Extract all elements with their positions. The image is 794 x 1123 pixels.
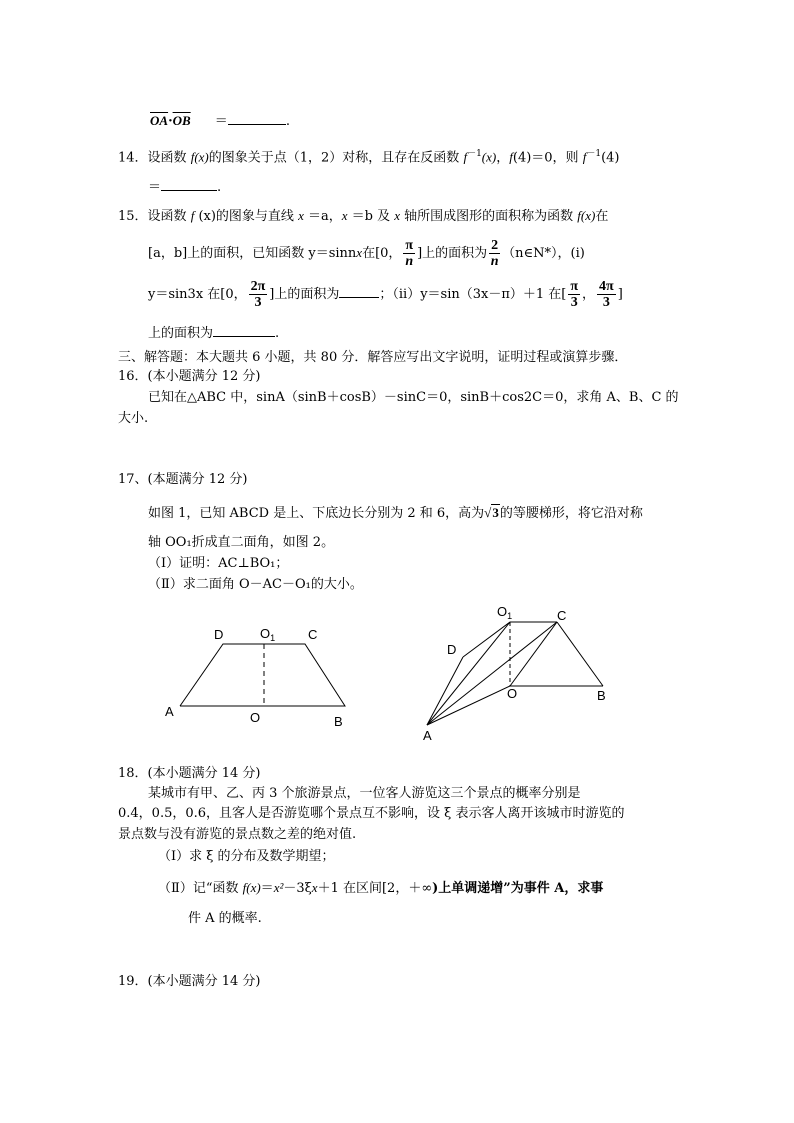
q18-line-6: 件 A 的概率.: [188, 911, 262, 926]
sqrt-3: √3: [484, 505, 499, 520]
figure-1-trapezoid: [160, 620, 360, 730]
edge-A-C: [427, 622, 557, 725]
trapezoid-outline: [180, 644, 345, 706]
q18-line-4: （Ⅰ）求 ξ 的分布及数学期望；: [158, 849, 335, 864]
q18-line-1: 某城市有甲、乙、丙 3 个旅游景点，一位客人游览这三个景点的概率分别是: [148, 786, 581, 801]
answer-blank[interactable]: [339, 284, 379, 298]
label-B: B: [334, 714, 343, 729]
q18-line-5: （Ⅱ）记“函数 f(x)＝x²－3ξx＋1 在区间[2，＋∞)上单调递增”为事件 A，求事: [158, 880, 604, 896]
edge-A-D: [427, 657, 463, 725]
label-A: A: [423, 728, 432, 743]
label-A: A: [165, 704, 174, 719]
label-O1: $O_1$: [260, 626, 276, 643]
q17-heading: 17、(本题满分 12 分): [118, 472, 248, 487]
q14-line-1: 14．设函数 f(x)的图象关于点（1，2）对称，且存在反函数 $f^{-1}(x)$，f(4)＝0，则 $f^{-1}(4)$: [118, 149, 620, 166]
label-O1: $O_1$: [497, 604, 513, 621]
question-number: 15．: [118, 209, 148, 224]
vector-ob: $\overline{OB}$: [172, 113, 191, 128]
q15-line-4: 上的面积为 .: [148, 323, 279, 342]
q17-line-3: （Ⅰ）证明：AC⊥BO₁；: [148, 556, 289, 571]
q18-line-2: 0.4，0.5，0.6，且客人是否游览哪个景点互不影响，设 ξ 表示客人离开该城市时游览的: [118, 806, 625, 821]
answer-blank[interactable]: [228, 111, 286, 125]
q19-heading: 19．(本小题满分 14 分): [118, 974, 261, 989]
edge-C-B: [557, 622, 603, 686]
answer-blank[interactable]: [161, 177, 217, 191]
question-number: 14．: [118, 150, 148, 166]
q16-line-1: 已知在△ABC 中，sinA（sinB＋cosB）－sinC＝0，sinB＋cos2C＝0，求角 A、B、C 的: [148, 390, 679, 405]
fraction-pi-over-n: $\frac{\pi}{n}$: [405, 238, 414, 269]
figure-2-folded: [415, 600, 615, 745]
vector-oa: $\overline{OA}$: [150, 113, 169, 128]
section-heading: 三、解答题：本大题共 6 小题，共 80 分．解答应写出文字说明，证明过程或演算步骤．: [118, 350, 628, 365]
answer-blank[interactable]: [213, 323, 275, 337]
label-B: B: [597, 688, 606, 703]
edge-A-O1: [427, 622, 510, 725]
fraction-2-over-n: $\frac{2}{n}$: [490, 238, 499, 269]
label-C: C: [308, 627, 318, 642]
q15-line-3: y＝sin3x 在[0， $\frac{2\pi}{3}$ ]上的面积为 ；（ii）y＝sin（3x－π）＋1 在[ $\frac{\pi}{3}$ ， $\frac{4\pi}{3}$ ]: [148, 279, 623, 310]
q17-line-4: （Ⅱ）求二面角 O－AC－O₁的大小。: [148, 577, 363, 592]
label-O: O: [507, 686, 518, 701]
fraction-2pi-over-3: $\frac{2\pi}{3}$: [250, 279, 266, 310]
fraction-pi-over-3: $\frac{\pi}{3}$: [570, 279, 579, 310]
q18-line-3: 景点数与没有游览的景点数之差的绝对值.: [118, 827, 357, 842]
q18-heading: 18．(本小题满分 14 分): [118, 766, 261, 781]
label-O: O: [250, 710, 261, 725]
label-C: C: [557, 608, 567, 623]
q17-line-1: 如图 1，已知 ABCD 是上、下底边长分别为 2 和 6，高为√3的等腰梯形，将它沿对称: [148, 505, 643, 521]
q17-line-2: 轴 OO₁折成直二面角，如图 2。: [148, 535, 335, 550]
q14-line-2: ＝ .: [148, 177, 221, 196]
fraction-4pi-over-3: $\frac{4\pi}{3}$: [599, 279, 614, 310]
q16-line-2: 大小.: [118, 411, 149, 426]
q16-heading: 16．(本小题满分 12 分): [118, 369, 261, 384]
q15-line-2: [a，b]上的面积，已知函数 y＝sinnx在[0， $\frac{\pi}{n}$ ]上的面积为 $\frac{2}{n}$ （n∈N*），(i): [148, 238, 585, 269]
label-D: D: [447, 642, 457, 657]
q13-answer-line: $\overline{OA}\cdot\overline{OB}$ ＝ .: [150, 113, 290, 129]
q15-line-1: 15．设函数 f (x)的图象与直线 x ＝a，x ＝b 及 x 轴所围成图形的面积称为函数 f(x)在: [118, 208, 609, 224]
label-D: D: [214, 627, 224, 642]
